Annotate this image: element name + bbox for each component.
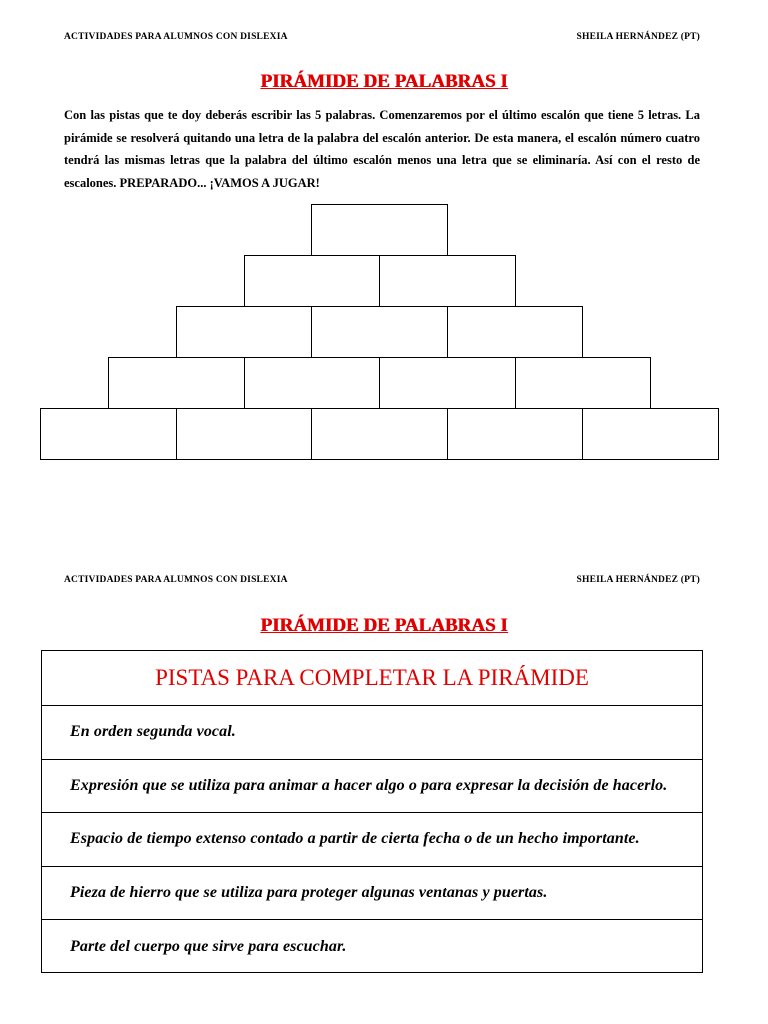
letter-box[interactable]	[311, 204, 448, 256]
clues-heading: PISTAS PARA COMPLETAR LA PIRÁMIDE	[42, 651, 702, 706]
letter-box[interactable]	[582, 408, 719, 460]
letter-box[interactable]	[108, 357, 245, 409]
page-title: PIRÁMIDE DE PALABRAS I	[260, 71, 508, 92]
header-left: ACTIVIDADES PARA ALUMNOS CON DISLEXIA	[64, 575, 288, 585]
clue-row: Pieza de hierro que se utiliza para proteger algunas ventanas y puertas.	[42, 867, 702, 921]
header-right: SHEILA HERNÁNDEZ (PT)	[576, 575, 700, 585]
letter-box[interactable]	[379, 357, 516, 409]
letter-box[interactable]	[176, 408, 313, 460]
letter-box[interactable]	[176, 306, 313, 358]
letter-box[interactable]	[311, 408, 448, 460]
letter-box[interactable]	[447, 408, 584, 460]
clue-row: En orden segunda vocal.	[42, 706, 702, 760]
letter-box[interactable]	[244, 255, 381, 307]
page-title-2: PIRÁMIDE DE PALABRAS I	[260, 615, 508, 636]
instructions-text: Con las pistas que te doy deberás escribir las 5 palabras. Comenzaremos por el último escalón que tiene 5 letras. La pirámide se resolverá quitando una letra de la palabra del escalón anterior. De esta manera, el escalón número cuatro tendrá las mismas letras que la palabra del último escalón menos una letra que se eliminaría. Así con el resto de escalones. PREPARADO... ¡VAMOS A JUGAR!	[64, 108, 700, 190]
header-right: SHEILA HERNÁNDEZ (PT)	[576, 32, 700, 42]
clues-table	[41, 650, 703, 973]
clue-row: Expresión que se utiliza para animar a hacer algo o para expresar la decisión de hacerlo.	[42, 760, 702, 814]
letter-box[interactable]	[40, 408, 177, 460]
clue-row: Espacio de tiempo extenso contado a partir de cierta fecha o de un hecho importante.	[42, 813, 702, 867]
clue-row: Parte del cuerpo que sirve para escuchar.	[70, 938, 347, 956]
page-header	[64, 32, 700, 42]
letter-box[interactable]	[244, 357, 381, 409]
page-header-2	[64, 575, 700, 585]
header-left: ACTIVIDADES PARA ALUMNOS CON DISLEXIA	[64, 32, 288, 42]
letter-box[interactable]	[515, 357, 652, 409]
letter-box[interactable]	[379, 255, 516, 307]
letter-box[interactable]	[447, 306, 584, 358]
letter-box[interactable]	[311, 306, 448, 358]
